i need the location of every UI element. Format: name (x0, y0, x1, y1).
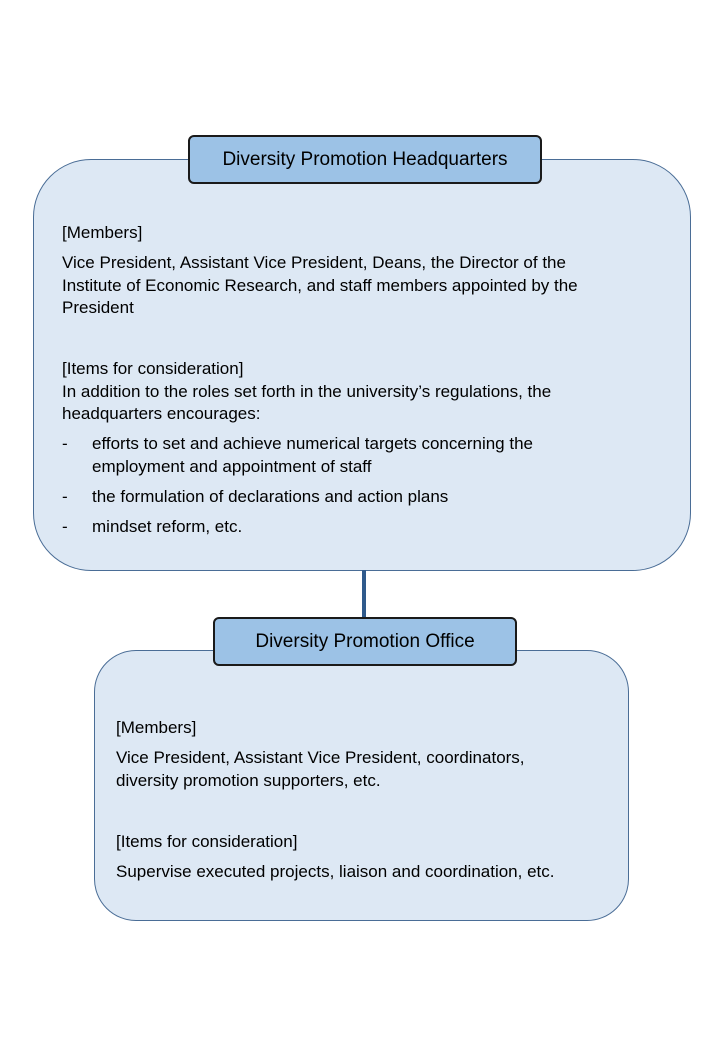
office-members-line-1: Vice President, Assistant Vice President, coordinators, (116, 748, 525, 767)
headquarters-title: Diversity Promotion Headquarters (188, 135, 542, 184)
headquarters-members-line-3: President (62, 298, 134, 317)
office-members-heading: [Members] (116, 718, 197, 737)
headquarters-items-heading: [Items for consideration] (62, 359, 244, 378)
headquarters-bullet-1-line-1: efforts to set and achieve numerical targets concerning the (92, 434, 533, 453)
office-title: Diversity Promotion Office (213, 617, 517, 666)
headquarters-bullet-2: the formulation of declarations and action plans (92, 487, 449, 506)
headquarters-members-heading: [Members] (62, 223, 143, 242)
headquarters-members-line-2: Institute of Economic Research, and staff members appointed by the (62, 275, 578, 295)
office-items-heading: [Items for consideration] (116, 832, 298, 851)
headquarters-bullet-1-line-2: employment and appointment of staff (92, 456, 372, 476)
office-members-line-2: diversity promotion supporters, etc. (116, 770, 381, 790)
connector-line (362, 570, 366, 618)
bullet-marker: - (62, 434, 68, 453)
bullet-marker: - (62, 487, 68, 506)
headquarters-items-intro-line-1: In addition to the roles set forth in the university’s regulations, the (62, 381, 552, 401)
headquarters-bullet-3: mindset reform, etc. (92, 517, 243, 536)
bullet-marker: - (62, 517, 68, 536)
office-items-text: Supervise executed projects, liaison and coordination, etc. (116, 862, 555, 881)
headquarters-members-line-1: Vice President, Assistant Vice President, Deans, the Director of the (62, 253, 566, 272)
headquarters-items-intro-line-2: headquarters encourages: (62, 404, 261, 423)
